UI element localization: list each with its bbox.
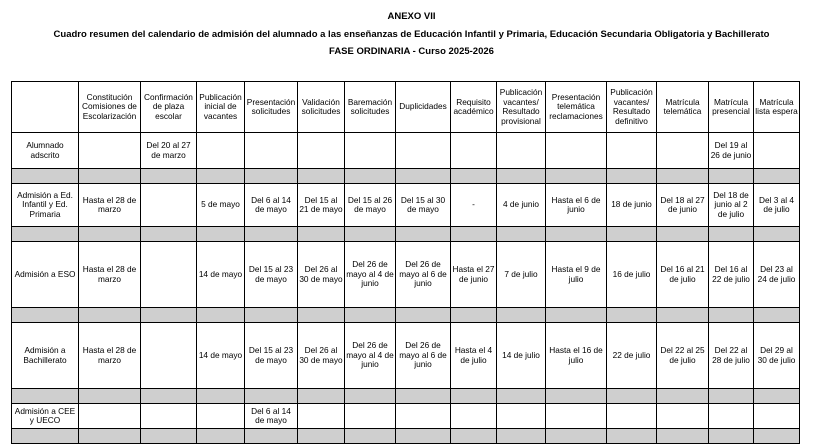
table-cell [607,133,657,169]
table-cell: Del 29 al 30 de julio [754,323,800,389]
column-header-cell: Requisito académico [451,82,497,133]
separator-cell [12,389,79,404]
separator-cell [396,169,451,184]
table-cell [345,404,396,429]
separator-cell [12,429,79,444]
separator-cell [754,227,800,242]
table-cell [657,404,709,429]
phase-subtitle: FASE ORDINARIA - Curso 2025-2026 [329,46,494,57]
separator-cell [12,169,79,184]
table-cell: Del 16 al 22 de julio [709,242,754,308]
separator-cell [197,227,245,242]
separator-cell [657,227,709,242]
header-row [12,82,800,133]
separator-cell [345,308,396,323]
separator-cell [79,389,141,404]
row-label-cell: Admisión a CEE y UECO [12,404,79,429]
separator-cell [546,308,607,323]
column-header-cell: Validación solicitudes [298,82,345,133]
table-row [12,133,800,169]
separator-row [12,308,800,323]
table-cell [79,133,141,169]
table-row [12,404,800,429]
table-cell [197,404,245,429]
table-row [12,184,800,227]
table-cell [451,404,497,429]
column-header-cell: Presentación telemática reclamaciones [546,82,607,133]
table-cell: Del 15 al 23 de mayo [245,323,298,389]
separator-cell [607,169,657,184]
table-cell: Hasta el 28 de marzo [79,323,141,389]
table-cell [79,404,141,429]
table-cell: 4 de junio [497,184,546,227]
separator-cell [298,227,345,242]
table-cell: Del 6 al 14 de mayo [245,184,298,227]
table-cell [345,133,396,169]
row-label-cell: Alumnado adscrito [12,133,79,169]
separator-cell [79,169,141,184]
annex-title: ANEXO VII [387,11,436,22]
separator-cell [657,308,709,323]
separator-cell [141,169,197,184]
table-cell [546,133,607,169]
table-cell: 16 de julio [607,242,657,308]
separator-cell [141,389,197,404]
table-cell: Del 23 al 24 de julio [754,242,800,308]
separator-cell [709,389,754,404]
separator-cell [245,429,298,444]
separator-cell [245,227,298,242]
admission-calendar-table [11,81,800,444]
table-cell: Del 26 de mayo al 4 de junio [345,242,396,308]
table-cell: 5 de mayo [197,184,245,227]
separator-cell [79,227,141,242]
table-cell: Del 22 al 25 de julio [657,323,709,389]
table-cell: Hasta el 28 de marzo [79,184,141,227]
table-cell: 14 de mayo [197,323,245,389]
separator-cell [607,389,657,404]
separator-row [12,169,800,184]
table-cell: Del 16 al 21 de julio [657,242,709,308]
separator-row [12,227,800,242]
separator-cell [345,389,396,404]
separator-cell [245,169,298,184]
separator-cell [754,169,800,184]
table-cell [141,404,197,429]
table-cell [497,133,546,169]
table-cell: Del 22 al 28 de julio [709,323,754,389]
table-cell: Del 6 al 14 de mayo [245,404,298,429]
column-header-cell: Publicación vacantes/ Resultado provisional [497,82,546,133]
table-cell [497,404,546,429]
separator-cell [497,429,546,444]
separator-cell [451,389,497,404]
separator-cell [12,308,79,323]
table-cell [754,133,800,169]
table-cell: Hasta el 16 de julio [546,323,607,389]
separator-cell [754,308,800,323]
separator-cell [709,227,754,242]
column-header-cell: Duplicidades [396,82,451,133]
column-header-cell: Confirmación de plaza escolar [141,82,197,133]
separator-cell [546,389,607,404]
separator-cell [754,389,800,404]
table-cell: Del 26 de mayo al 4 de junio [345,323,396,389]
table-cell: 14 de mayo [197,242,245,308]
table-cell: 7 de julio [497,242,546,308]
separator-cell [197,308,245,323]
separator-cell [79,429,141,444]
separator-cell [396,308,451,323]
table-row [12,323,800,389]
separator-cell [298,308,345,323]
column-header-cell: Publicación inicial de vacantes [197,82,245,133]
table-cell [298,404,345,429]
table-cell: Del 15 al 30 de mayo [396,184,451,227]
separator-cell [396,429,451,444]
table-row [12,242,800,308]
row-label-cell: Admisión a ESO [12,242,79,308]
separator-cell [451,308,497,323]
table-cell: Hasta el 9 de julio [546,242,607,308]
table-cell: Del 3 al 4 de julio [754,184,800,227]
table-cell [141,242,197,308]
table-cell: Del 26 de mayo al 6 de junio [396,242,451,308]
separator-cell [497,169,546,184]
separator-cell [657,429,709,444]
separator-cell [451,429,497,444]
table-cell [396,133,451,169]
row-label-cell: Admisión a Ed. Infantil y Ed. Primaria [12,184,79,227]
separator-cell [754,429,800,444]
separator-cell [245,389,298,404]
separator-cell [345,429,396,444]
table-cell: Del 20 al 27 de marzo [141,133,197,169]
separator-cell [396,227,451,242]
table-cell: 18 de junio [607,184,657,227]
table-cell [546,404,607,429]
separator-cell [197,429,245,444]
separator-cell [497,389,546,404]
separator-cell [709,169,754,184]
table-cell [451,133,497,169]
column-header-cell [12,82,79,133]
separator-row [12,389,800,404]
separator-cell [607,429,657,444]
separator-cell [709,308,754,323]
separator-cell [657,169,709,184]
separator-cell [245,308,298,323]
table-cell [141,323,197,389]
column-header-cell: Presentación solicitudes [245,82,298,133]
separator-row [12,429,800,444]
table-cell: Del 18 de junio al 2 de julio [709,184,754,227]
table-cell: Del 15 al 21 de mayo [298,184,345,227]
row-label-cell: Admisión a Bachillerato [12,323,79,389]
separator-cell [546,227,607,242]
table-cell: 14 de julio [497,323,546,389]
table-cell: Hasta el 27 de junio [451,242,497,308]
separator-cell [497,308,546,323]
separator-cell [298,389,345,404]
table-cell: Del 15 al 23 de mayo [245,242,298,308]
document-title: Cuadro resumen del calendario de admisión del alumnado a las enseñanzas de Educación Infantil y Primaria, Educación Secundaria Obligatoria y Bachillerato [53,29,770,40]
table-cell: Hasta el 6 de junio [546,184,607,227]
table-cell [607,404,657,429]
table-cell: Del 26 al 30 de mayo [298,242,345,308]
table-cell: Hasta el 28 de marzo [79,242,141,308]
table-cell: Hasta el 4 de julio [451,323,497,389]
separator-cell [197,389,245,404]
separator-cell [79,308,141,323]
separator-cell [607,308,657,323]
table-cell: Del 26 de mayo al 6 de junio [396,323,451,389]
separator-cell [546,429,607,444]
separator-cell [298,169,345,184]
table-cell: Del 18 al 27 de junio [657,184,709,227]
table-cell: Del 15 al 26 de mayo [345,184,396,227]
column-header-cell: Matrícula lista espera [754,82,800,133]
separator-cell [497,227,546,242]
table-cell: Del 19 al 26 de junio [709,133,754,169]
column-header-cell: Matrícula presencial [709,82,754,133]
separator-cell [451,227,497,242]
table-cell [396,404,451,429]
table-cell: Del 26 al 30 de mayo [298,323,345,389]
column-header-cell: Publicación vacantes/ Resultado definitivo [607,82,657,133]
separator-cell [345,227,396,242]
column-header-cell: Matrícula telemática [657,82,709,133]
table-cell [141,184,197,227]
separator-cell [709,429,754,444]
column-header-cell: Constitución Comisiones de Escolarización [79,82,141,133]
separator-cell [197,169,245,184]
separator-cell [345,169,396,184]
column-header-cell: Baremación solicitudes [345,82,396,133]
table-cell: 22 de julio [607,323,657,389]
separator-cell [451,169,497,184]
table-cell [709,404,754,429]
separator-cell [141,227,197,242]
separator-cell [607,227,657,242]
table-cell [245,133,298,169]
table-cell [657,133,709,169]
table-cell [754,404,800,429]
table-cell: - [451,184,497,227]
separator-cell [298,429,345,444]
table-cell [197,133,245,169]
table-cell [298,133,345,169]
separator-cell [141,429,197,444]
separator-cell [12,227,79,242]
separator-cell [657,389,709,404]
separator-cell [546,169,607,184]
separator-cell [141,308,197,323]
separator-cell [396,389,451,404]
